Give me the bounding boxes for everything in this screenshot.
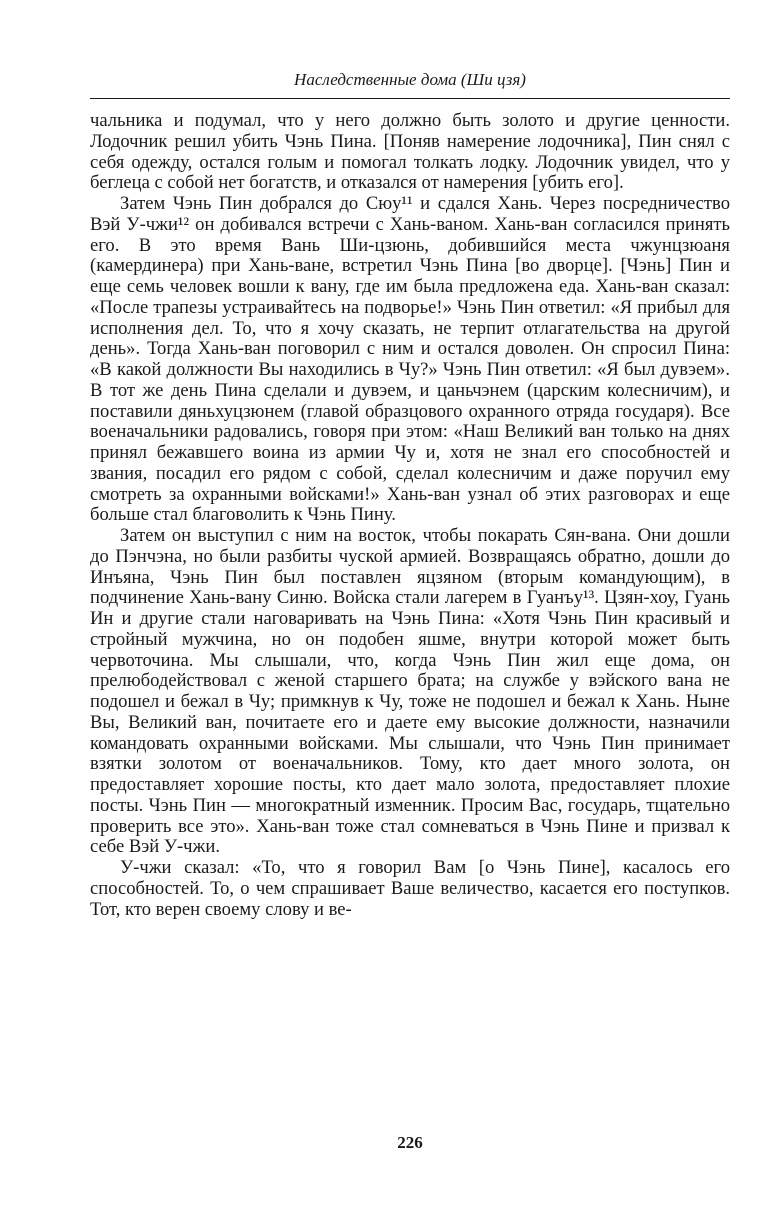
page-number: 226 bbox=[397, 1133, 423, 1152]
paragraph: Затем он выступил с ним на восток, чтобы покарать Сян-вана. Они дошли до Пэнчэна, но были разбиты чуской армией. Возвращаясь обратно, дошли до Инъяна, Чэнь Пин был поставлен яцзяном (вторым командующим), в подчинение Хань-вану Синю. Войска стали лагерем в Гуанъу¹³. Цзян-хоу, Гуань Ин и другие стали наговаривать на Чэнь Пина: «Хотя Чэнь Пин красивый и стройный мужчина, но он подобен яшме, внутри которой может быть червоточина. Мы слышали, что, когда Чэнь Пин жил еще дома, он прелюбодействовал с женой старшего брата; на службе у вэйского вана не подошел и бежал в Чу; примкнув к Чу, тоже не подошел и бежал к Хань. Ныне Вы, Великий ван, почитаете его и даете ему высокие должности, назначили командовать охранными войсками. Мы слышали, что Чэнь Пин принимает взятки золотом от военачальников. Тому, кто дает много золота, он предоставляет хорошие посты, кто дает мало золота, предоставляет плохие посты. Чэнь Пин — многократный изменник. Просим Вас, государь, тщательно проверить все это». Хань-ван тоже стал сомневаться в Чэнь Пине и призвал к себе Вэй У-чжи. bbox=[90, 525, 730, 858]
header-rule bbox=[90, 98, 730, 99]
paragraph: Затем Чэнь Пин добрался до Сюу¹¹ и сдался Хань. Через посредничество Вэй У-чжи¹² он добивался встречи с Хань-ваном. Хань-ван согласился принять его. В это время Вань Ши-цзюнь, добившийся места чжунцзюаня (камердинера) при Хань-ване, встретил Чэнь Пина [во дворце]. [Чэнь] Пин и еще семь человек вошли к вану, где им была предложена еда. Хань-ван сказал: «После трапезы устраивайтесь на подворье!» Чэнь Пин ответил: «Я прибыл для исполнения дел. То, что я хочу сказать, не терпит отлагательства на другой день». Тогда Хань-ван поговорил с ним и остался доволен. Он спросил Пина: «В какой должности Вы находились в Чу?» Чэнь Пин ответил: «Я был дувэем». В тот же день Пина сделали и дувэем, и цаньчэнем (царским колесничим), и поставили дяньхуцзюнем (главой образцового охранного отряда государя). Все военачальники радовались, говоря при этом: «Наш Великий ван только на днях принял бежавшего воина из армии Чу и, хотя не знал его способностей и звания, посадил его рядом с собой, сделал колесничим и даже поручил ему смотреть за охранными войсками!» Хань-ван узнал об этих разговорах и еще больше стал благоволить к Чэнь Пину. bbox=[90, 193, 730, 526]
running-header: Наследственные дома (Ши цзя) bbox=[294, 70, 526, 89]
paragraph-continuation: чальника и подумал, что у него должно быть золото и другие ценности. Лодочник решил убить Чэнь Пина. [Поняв намерение лодочника], Пин снял с себя одежду, остался голым и помогал толкать лодку. Лодочник увидел, что у беглеца с собой нет богатств, и отказался от намерения [убить его]. bbox=[90, 110, 730, 194]
body-text bbox=[90, 111, 730, 920]
paragraph: У-чжи сказал: «То, что я говорил Вам [о Чэнь Пине], касалось его способностей. То, о чем спрашивает Ваше величество, касается его поступков. Тот, кто верен своему слову и ве- bbox=[90, 857, 730, 920]
